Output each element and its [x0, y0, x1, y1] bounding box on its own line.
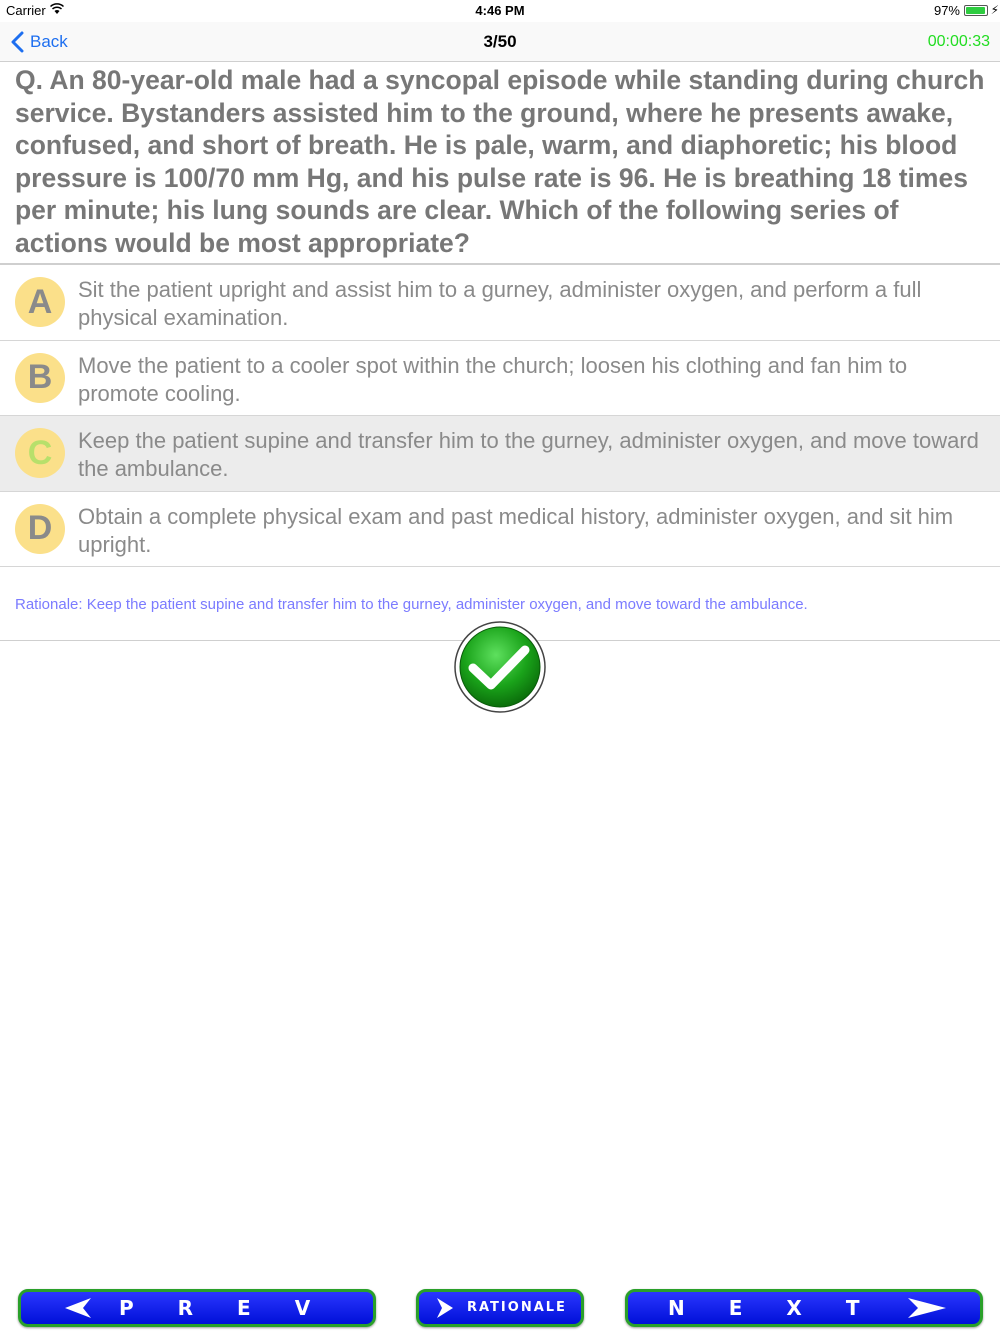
status-bar [0, 0, 1000, 22]
answer-letter-badge: A [15, 277, 65, 327]
next-label: NEXT [668, 1296, 904, 1320]
prev-button[interactable] [18, 1289, 376, 1327]
rationale-text: Rationale: Keep the patient supine and transfer him to the gurney, administer oxygen, and move toward the ambulance. [15, 596, 808, 613]
rationale-button[interactable] [416, 1289, 584, 1327]
chevron-left-icon [10, 31, 24, 53]
checkmark-correct-icon [453, 620, 547, 714]
charging-bolt-icon: ⚡ [990, 3, 999, 17]
nav-bar [0, 22, 1000, 62]
battery-icon [964, 5, 988, 16]
clock: 4:46 PM [475, 3, 525, 18]
carrier-label: Carrier [6, 3, 46, 18]
answer-letter-badge: D [15, 504, 65, 554]
answer-text: Sit the patient upright and assist him to a gurney, administer oxygen, and perform a full physical examination. [78, 277, 922, 330]
battery-percent: 97% [933, 3, 960, 18]
answer-option-c[interactable] [0, 416, 1000, 492]
back-button[interactable] [10, 28, 68, 56]
next-button[interactable] [625, 1289, 983, 1327]
question-counter: 3/50 [483, 32, 517, 51]
rationale-label: RATIONALE [467, 1300, 567, 1315]
answer-text: Keep the patient supine and transfer him to the gurney, administer oxygen, and move toward the ambulance. [78, 428, 979, 481]
back-label: Back [30, 32, 68, 51]
quiz-timer: 00:00:33 [927, 33, 990, 50]
answer-letter-badge: B [15, 353, 65, 403]
answer-option-a[interactable] [0, 265, 1000, 341]
answer-text: Obtain a complete physical exam and past medical history, administer oxygen, and sit him upright. [78, 503, 954, 557]
answer-option-d[interactable] [0, 492, 1000, 568]
answer-list [0, 265, 1000, 567]
answer-option-b[interactable] [0, 341, 1000, 417]
prev-label: PREV [119, 1296, 355, 1320]
question-text: Q. An 80-year-old male had a syncopal episode while standing during church service. Bystanders assisted him to the ground, where he presents awake, confused, and short of breath. He is pale, warm, and diaphoretic; his blood pressure is 100/70 mm Hg, and his pulse rate is 96. He is breathing 18 times per minute; his lung sounds are clear. Which of the following series of actions would be most appropriate? [15, 65, 985, 258]
answer-letter-badge: C [15, 428, 65, 478]
answer-text: Move the patient to a cooler spot within the church; loosen his clothing and fan him to promote cooling. [78, 352, 908, 406]
